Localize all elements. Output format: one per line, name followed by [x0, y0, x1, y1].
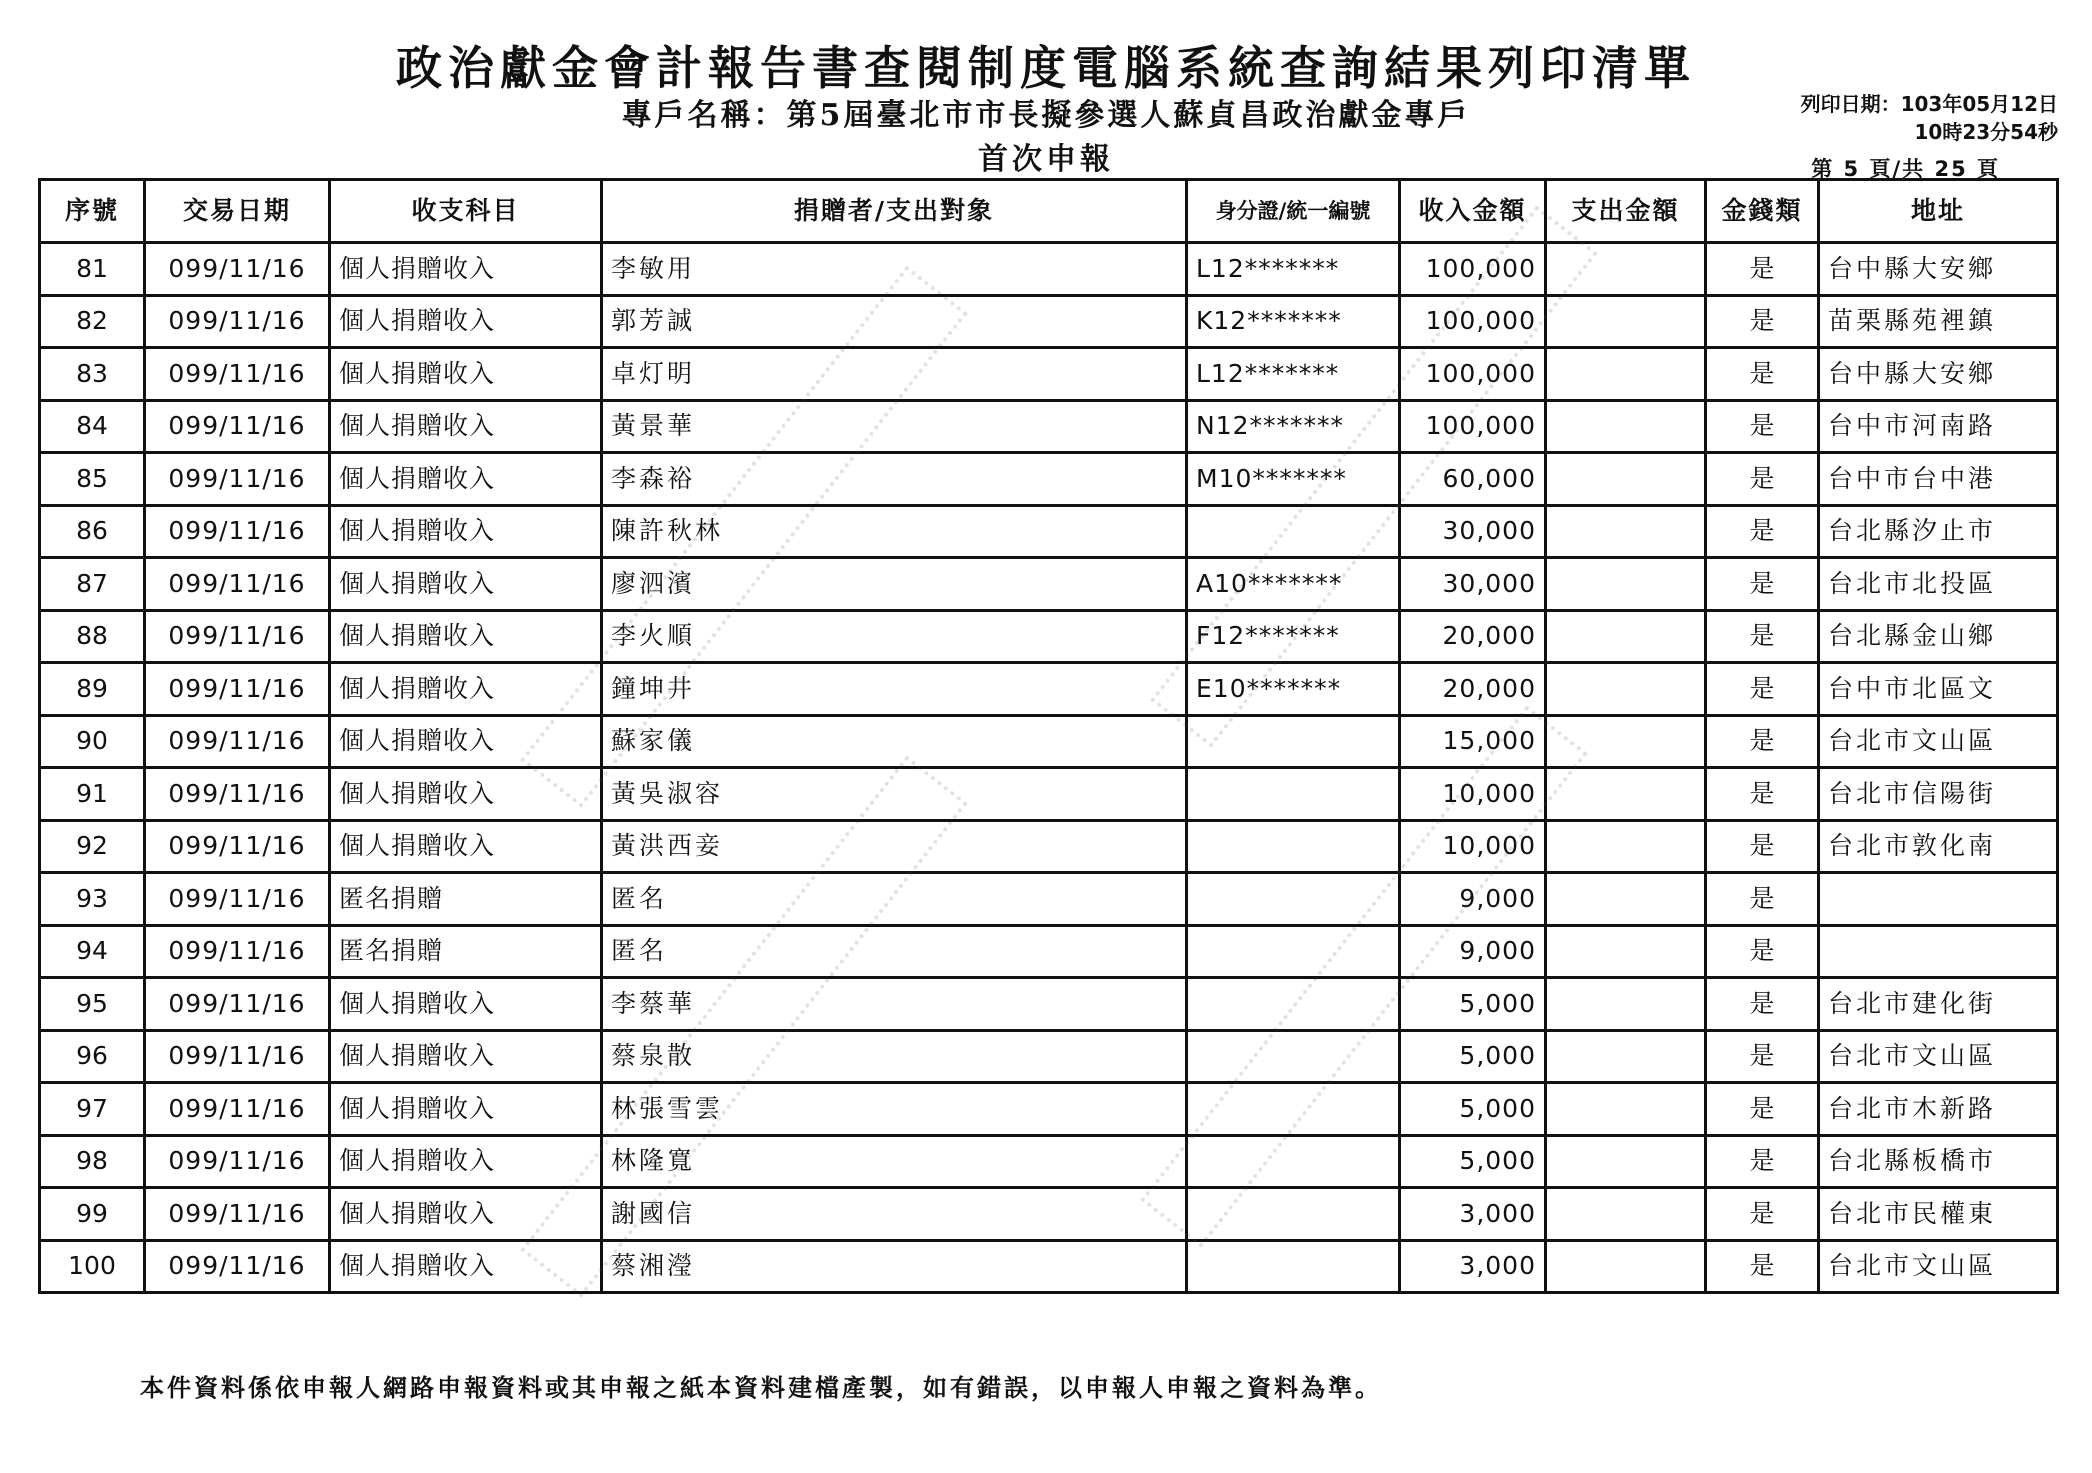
cell-id: L12******* — [1187, 243, 1400, 296]
cell-income: 10,000 — [1400, 820, 1546, 873]
cell-date: 099/11/16 — [145, 978, 330, 1031]
cell-money-type: 是 — [1706, 978, 1819, 1031]
cell-date: 099/11/16 — [145, 1240, 330, 1293]
cell-serial: 100 — [40, 1240, 145, 1293]
cell-address: 台北市北投區 — [1819, 558, 2058, 611]
cell-expense — [1546, 663, 1706, 716]
cell-money-type: 是 — [1706, 1188, 1819, 1241]
cell-subject: 個人捐贈收入 — [330, 453, 602, 506]
cell-serial: 94 — [40, 925, 145, 978]
cell-date: 099/11/16 — [145, 558, 330, 611]
cell-money-type: 是 — [1706, 820, 1819, 873]
table-row — [40, 1135, 2058, 1188]
table-row — [40, 715, 2058, 768]
cell-serial: 89 — [40, 663, 145, 716]
table-header-row — [40, 180, 2058, 243]
table-row — [40, 348, 2058, 401]
cell-serial: 91 — [40, 768, 145, 821]
cell-money-type: 是 — [1706, 873, 1819, 926]
cell-expense — [1546, 1030, 1706, 1083]
cell-date: 099/11/16 — [145, 348, 330, 401]
cell-donor: 黃景華 — [602, 400, 1187, 453]
cell-id: A10******* — [1187, 558, 1400, 611]
cell-address: 台北縣金山鄉 — [1819, 610, 2058, 663]
cell-id — [1187, 1135, 1400, 1188]
table-row — [40, 1240, 2058, 1293]
cell-address: 台北市文山區 — [1819, 1030, 2058, 1083]
cell-address: 台北市木新路 — [1819, 1083, 2058, 1136]
cell-expense — [1546, 505, 1706, 558]
cell-id: M10******* — [1187, 453, 1400, 506]
cell-address: 台北市民權東 — [1819, 1188, 2058, 1241]
cell-serial: 82 — [40, 295, 145, 348]
header-id: 身分證/統一編號 — [1187, 180, 1400, 243]
page-number: 第 5 頁/共 25 頁 — [1811, 157, 2000, 181]
cell-address: 台中縣大安鄉 — [1819, 348, 2058, 401]
cell-serial: 88 — [40, 610, 145, 663]
table-row — [40, 768, 2058, 821]
cell-income: 5,000 — [1400, 978, 1546, 1031]
cell-serial: 96 — [40, 1030, 145, 1083]
cell-money-type: 是 — [1706, 505, 1819, 558]
cell-address: 台中縣大安鄉 — [1819, 243, 2058, 296]
cell-date: 099/11/16 — [145, 505, 330, 558]
cell-address — [1819, 873, 2058, 926]
cell-address: 台中市河南路 — [1819, 400, 2058, 453]
cell-expense — [1546, 400, 1706, 453]
cell-date: 099/11/16 — [145, 663, 330, 716]
cell-subject: 個人捐贈收入 — [330, 1083, 602, 1136]
cell-date: 099/11/16 — [145, 820, 330, 873]
cell-date: 099/11/16 — [145, 873, 330, 926]
cell-subject: 個人捐贈收入 — [330, 348, 602, 401]
cell-date: 099/11/16 — [145, 1188, 330, 1241]
cell-id: N12******* — [1187, 400, 1400, 453]
table-row — [40, 1030, 2058, 1083]
cell-id: L12******* — [1187, 348, 1400, 401]
cell-subject: 個人捐贈收入 — [330, 505, 602, 558]
table-row — [40, 1188, 2058, 1241]
cell-serial: 81 — [40, 243, 145, 296]
cell-money-type: 是 — [1706, 1083, 1819, 1136]
cell-id — [1187, 1188, 1400, 1241]
cell-donor: 鐘坤井 — [602, 663, 1187, 716]
cell-date: 099/11/16 — [145, 925, 330, 978]
cell-id — [1187, 1240, 1400, 1293]
cell-income: 5,000 — [1400, 1030, 1546, 1083]
cell-expense — [1546, 873, 1706, 926]
table-row — [40, 820, 2058, 873]
cell-subject: 個人捐贈收入 — [330, 610, 602, 663]
cell-income: 100,000 — [1400, 295, 1546, 348]
cell-serial: 97 — [40, 1083, 145, 1136]
cell-income: 15,000 — [1400, 715, 1546, 768]
cell-date: 099/11/16 — [145, 768, 330, 821]
table-row — [40, 925, 2058, 978]
cell-subject: 個人捐贈收入 — [330, 558, 602, 611]
cell-date: 099/11/16 — [145, 295, 330, 348]
print-time: 10時23分54秒 — [1914, 120, 2058, 144]
table-row — [40, 558, 2058, 611]
cell-expense — [1546, 768, 1706, 821]
cell-income: 60,000 — [1400, 453, 1546, 506]
cell-income: 20,000 — [1400, 610, 1546, 663]
cell-subject: 個人捐贈收入 — [330, 820, 602, 873]
cell-id — [1187, 505, 1400, 558]
cell-donor: 匿名 — [602, 873, 1187, 926]
footnote: 本件資料係依申報人網路申報資料或其申報之紙本資料建檔產製，如有錯誤，以申報人申報之資料為準。 — [140, 1374, 1382, 1402]
cell-income: 30,000 — [1400, 558, 1546, 611]
cell-donor: 李森裕 — [602, 453, 1187, 506]
cell-address: 台北縣板橋市 — [1819, 1135, 2058, 1188]
cell-address: 台北市建化街 — [1819, 978, 2058, 1031]
cell-serial: 90 — [40, 715, 145, 768]
cell-serial: 87 — [40, 558, 145, 611]
cell-serial: 86 — [40, 505, 145, 558]
cell-donor: 李蔡華 — [602, 978, 1187, 1031]
header-date: 交易日期 — [145, 180, 330, 243]
cell-address: 台中市北區文 — [1819, 663, 2058, 716]
cell-subject: 匿名捐贈 — [330, 873, 602, 926]
cell-donor: 黃洪西妾 — [602, 820, 1187, 873]
cell-donor: 匿名 — [602, 925, 1187, 978]
cell-money-type: 是 — [1706, 558, 1819, 611]
cell-serial: 95 — [40, 978, 145, 1031]
cell-expense — [1546, 348, 1706, 401]
cell-money-type: 是 — [1706, 295, 1819, 348]
cell-income: 10,000 — [1400, 768, 1546, 821]
cell-address: 台北市文山區 — [1819, 715, 2058, 768]
table-row — [40, 505, 2058, 558]
header-serial: 序號 — [40, 180, 145, 243]
table-row — [40, 978, 2058, 1031]
cell-expense — [1546, 295, 1706, 348]
cell-expense — [1546, 820, 1706, 873]
header-income: 收入金額 — [1400, 180, 1546, 243]
table-row — [40, 1083, 2058, 1136]
cell-date: 099/11/16 — [145, 1083, 330, 1136]
table-row — [40, 295, 2058, 348]
cell-money-type: 是 — [1706, 348, 1819, 401]
cell-id — [1187, 873, 1400, 926]
cell-address — [1819, 925, 2058, 978]
cell-serial: 84 — [40, 400, 145, 453]
cell-address: 台北市敦化南 — [1819, 820, 2058, 873]
cell-expense — [1546, 715, 1706, 768]
cell-date: 099/11/16 — [145, 400, 330, 453]
cell-date: 099/11/16 — [145, 1135, 330, 1188]
cell-address: 台北市信陽街 — [1819, 768, 2058, 821]
table-row — [40, 873, 2058, 926]
cell-subject: 匿名捐贈 — [330, 925, 602, 978]
cell-serial: 98 — [40, 1135, 145, 1188]
cell-income: 30,000 — [1400, 505, 1546, 558]
cell-serial: 83 — [40, 348, 145, 401]
cell-subject: 個人捐贈收入 — [330, 1030, 602, 1083]
table-row — [40, 400, 2058, 453]
cell-donor: 黃吳淑容 — [602, 768, 1187, 821]
cell-subject: 個人捐贈收入 — [330, 715, 602, 768]
cell-expense — [1546, 610, 1706, 663]
account-name: 專戶名稱：第5屆臺北市市長擬參選人蘇貞昌政治獻金專戶 — [621, 98, 1471, 133]
cell-address: 苗栗縣苑裡鎮 — [1819, 295, 2058, 348]
cell-income: 5,000 — [1400, 1083, 1546, 1136]
cell-address: 台北縣汐止市 — [1819, 505, 2058, 558]
cell-date: 099/11/16 — [145, 1030, 330, 1083]
cell-id — [1187, 978, 1400, 1031]
cell-money-type: 是 — [1706, 610, 1819, 663]
cell-subject: 個人捐贈收入 — [330, 663, 602, 716]
table-row — [40, 243, 2058, 296]
cell-money-type: 是 — [1706, 1135, 1819, 1188]
cell-money-type: 是 — [1706, 1030, 1819, 1083]
cell-address: 台北市文山區 — [1819, 1240, 2058, 1293]
cell-subject: 個人捐贈收入 — [330, 1135, 602, 1188]
cell-expense — [1546, 1135, 1706, 1188]
cell-expense — [1546, 1240, 1706, 1293]
header-money-type: 金錢類 — [1706, 180, 1819, 243]
cell-money-type: 是 — [1706, 925, 1819, 978]
cell-date: 099/11/16 — [145, 243, 330, 296]
header-subject: 收支科目 — [330, 180, 602, 243]
cell-expense — [1546, 925, 1706, 978]
header-donor: 捐贈者/支出對象 — [602, 180, 1187, 243]
cell-money-type: 是 — [1706, 1240, 1819, 1293]
cell-donor: 李敏用 — [602, 243, 1187, 296]
cell-serial: 85 — [40, 453, 145, 506]
cell-date: 099/11/16 — [145, 610, 330, 663]
cell-subject: 個人捐贈收入 — [330, 400, 602, 453]
cell-expense — [1546, 453, 1706, 506]
cell-date: 099/11/16 — [145, 715, 330, 768]
cell-money-type: 是 — [1706, 715, 1819, 768]
cell-income: 3,000 — [1400, 1240, 1546, 1293]
report-type: 首次申報 — [978, 142, 1114, 177]
print-date: 列印日期：103年05月12日 — [1800, 92, 2058, 116]
cell-serial: 93 — [40, 873, 145, 926]
cell-subject: 個人捐贈收入 — [330, 768, 602, 821]
cell-donor: 林張雪雲 — [602, 1083, 1187, 1136]
cell-money-type: 是 — [1706, 400, 1819, 453]
cell-serial: 99 — [40, 1188, 145, 1241]
cell-donor: 陳許秋林 — [602, 505, 1187, 558]
cell-subject: 個人捐贈收入 — [330, 1188, 602, 1241]
table-row — [40, 453, 2058, 506]
cell-donor: 謝國信 — [602, 1188, 1187, 1241]
cell-money-type: 是 — [1706, 663, 1819, 716]
cell-donor: 李火順 — [602, 610, 1187, 663]
cell-id: K12******* — [1187, 295, 1400, 348]
cell-subject: 個人捐贈收入 — [330, 1240, 602, 1293]
cell-money-type: 是 — [1706, 453, 1819, 506]
cell-donor: 廖泗濱 — [602, 558, 1187, 611]
cell-id — [1187, 820, 1400, 873]
cell-id: E10******* — [1187, 663, 1400, 716]
cell-income: 9,000 — [1400, 873, 1546, 926]
cell-id — [1187, 925, 1400, 978]
cell-income: 9,000 — [1400, 925, 1546, 978]
cell-donor: 蘇家儀 — [602, 715, 1187, 768]
cell-id — [1187, 1030, 1400, 1083]
cell-money-type: 是 — [1706, 243, 1819, 296]
cell-serial: 92 — [40, 820, 145, 873]
cell-expense — [1546, 1083, 1706, 1136]
cell-income: 5,000 — [1400, 1135, 1546, 1188]
table-row — [40, 610, 2058, 663]
header-address: 地址 — [1819, 180, 2058, 243]
cell-expense — [1546, 243, 1706, 296]
cell-subject: 個人捐贈收入 — [330, 978, 602, 1031]
cell-donor: 蔡泉散 — [602, 1030, 1187, 1083]
table-row — [40, 663, 2058, 716]
document-title: 政治獻金會計報告書查閱制度電腦系統查詢結果列印清單 — [396, 41, 1696, 95]
cell-subject: 個人捐贈收入 — [330, 243, 602, 296]
cell-income: 20,000 — [1400, 663, 1546, 716]
cell-income: 100,000 — [1400, 348, 1546, 401]
cell-donor: 郭芳誠 — [602, 295, 1187, 348]
cell-donor: 蔡湘瀅 — [602, 1240, 1187, 1293]
cell-subject: 個人捐贈收入 — [330, 295, 602, 348]
cell-id — [1187, 1083, 1400, 1136]
cell-income: 100,000 — [1400, 400, 1546, 453]
cell-id: F12******* — [1187, 610, 1400, 663]
cell-address: 台中市台中港 — [1819, 453, 2058, 506]
cell-date: 099/11/16 — [145, 453, 330, 506]
cell-money-type: 是 — [1706, 768, 1819, 821]
cell-donor: 卓灯明 — [602, 348, 1187, 401]
cell-id — [1187, 715, 1400, 768]
cell-expense — [1546, 978, 1706, 1031]
cell-donor: 林隆寬 — [602, 1135, 1187, 1188]
cell-id — [1187, 768, 1400, 821]
cell-expense — [1546, 1188, 1706, 1241]
cell-income: 100,000 — [1400, 243, 1546, 296]
header-expense: 支出金額 — [1546, 180, 1706, 243]
donation-table — [38, 178, 2059, 1294]
cell-income: 3,000 — [1400, 1188, 1546, 1241]
cell-expense — [1546, 558, 1706, 611]
